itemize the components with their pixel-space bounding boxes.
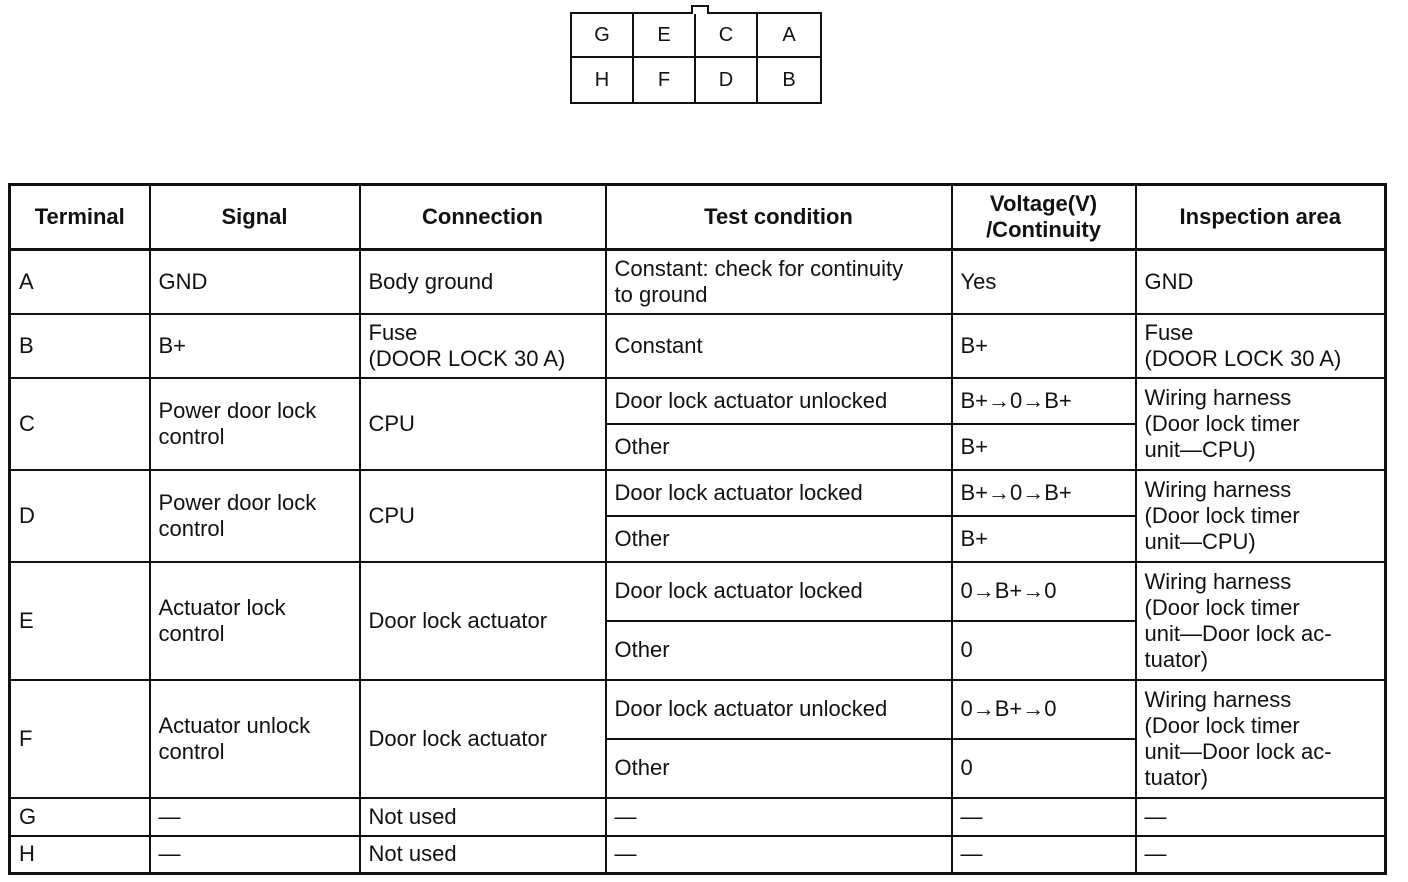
connection-cell: CPU	[360, 470, 606, 562]
signal-cell: —	[150, 836, 360, 874]
terminal-cell: E	[10, 562, 150, 680]
connection-cell: Body ground	[360, 250, 606, 314]
test-condition-cell: Other	[606, 516, 952, 562]
pin-c: C	[696, 14, 758, 58]
voltage-cell: —	[952, 798, 1136, 836]
table-row	[10, 798, 1386, 836]
header-connection: Connection	[360, 185, 606, 250]
signal-cell: Actuator lock control	[150, 562, 360, 680]
test-condition-cell: Constant: check for continuity to ground	[606, 250, 952, 314]
terminal-cell: H	[10, 836, 150, 874]
pin-e: E	[634, 14, 696, 58]
pin-b: B	[782, 68, 796, 91]
inspection-cell: —	[1136, 836, 1386, 874]
test-condition-cell: Other	[606, 621, 952, 680]
table-row	[10, 314, 1386, 378]
voltage-cell: 0	[952, 621, 1136, 680]
voltage-cell: B+	[952, 314, 1136, 378]
pin-h: H	[572, 58, 634, 102]
voltage-cell: 0	[952, 739, 1136, 798]
terminal-cell: C	[10, 378, 150, 470]
pin-f: F	[634, 58, 696, 102]
inspection-cell: Wiring harness (Door lock timer unit—Door lock ac- tuator)	[1136, 680, 1386, 798]
connector-latch	[691, 5, 709, 14]
test-condition-cell: Door lock actuator unlocked	[606, 378, 952, 424]
connection-cell: Fuse (DOOR LOCK 30 A)	[360, 314, 606, 378]
header-voltage: Voltage(V) /Continuity	[952, 185, 1136, 250]
test-condition-cell: —	[606, 836, 952, 874]
test-condition-cell: Other	[606, 424, 952, 470]
table-row	[10, 250, 1386, 314]
test-condition-cell: Door lock actuator locked	[606, 470, 952, 516]
header-signal: Signal	[150, 185, 360, 250]
table-header-row	[10, 185, 1386, 250]
terminal-table	[8, 183, 1387, 875]
signal-cell: Power door lock control	[150, 378, 360, 470]
voltage-cell: Yes	[952, 250, 1136, 314]
voltage-cell: B+	[952, 516, 1136, 562]
pin-g: G	[572, 14, 634, 58]
connection-cell: Door lock actuator	[360, 680, 606, 798]
signal-cell: B+	[150, 314, 360, 378]
voltage-cell: B+→0→B+	[952, 378, 1136, 424]
table-row	[10, 562, 1386, 621]
inspection-cell: Wiring harness (Door lock timer unit—CPU)	[1136, 470, 1386, 562]
terminal-cell: D	[10, 470, 150, 562]
header-terminal: Terminal	[10, 185, 150, 250]
table-row	[10, 836, 1386, 874]
inspection-cell: Fuse (DOOR LOCK 30 A)	[1136, 314, 1386, 378]
connection-cell: CPU	[360, 378, 606, 470]
header-inspection-area: Inspection area	[1136, 185, 1386, 250]
test-condition-cell: Other	[606, 739, 952, 798]
pin-d: D	[696, 58, 758, 102]
connector-diagram	[570, 12, 822, 104]
terminal-cell: A	[10, 250, 150, 314]
voltage-cell: B+→0→B+	[952, 470, 1136, 516]
connection-cell: Door lock actuator	[360, 562, 606, 680]
test-condition-cell: Constant	[606, 314, 952, 378]
connection-cell: Not used	[360, 798, 606, 836]
voltage-cell: 0→B+→0	[952, 562, 1136, 621]
voltage-cell: —	[952, 836, 1136, 874]
pin-a: A	[758, 14, 820, 58]
voltage-cell: B+	[952, 424, 1136, 470]
connector-pin-grid	[572, 14, 820, 102]
test-condition-cell: Door lock actuator locked	[606, 562, 952, 621]
header-test-condition: Test condition	[606, 185, 952, 250]
terminal-cell: B	[10, 314, 150, 378]
table-row	[10, 680, 1386, 739]
inspection-cell: Wiring harness (Door lock timer unit—Door lock ac- tuator)	[1136, 562, 1386, 680]
inspection-cell: GND	[1136, 250, 1386, 314]
test-condition-cell: —	[606, 798, 952, 836]
signal-cell: Power door lock control	[150, 470, 360, 562]
inspection-cell: —	[1136, 798, 1386, 836]
table-row	[10, 378, 1386, 424]
signal-cell: Actuator unlock control	[150, 680, 360, 798]
table-row	[10, 470, 1386, 516]
inspection-cell: Wiring harness (Door lock timer unit—CPU)	[1136, 378, 1386, 470]
signal-cell: GND	[150, 250, 360, 314]
terminal-cell: F	[10, 680, 150, 798]
voltage-cell: 0→B+→0	[952, 680, 1136, 739]
connection-cell: Not used	[360, 836, 606, 874]
terminal-cell: G	[10, 798, 150, 836]
test-condition-cell: Door lock actuator unlocked	[606, 680, 952, 739]
signal-cell: —	[150, 798, 360, 836]
